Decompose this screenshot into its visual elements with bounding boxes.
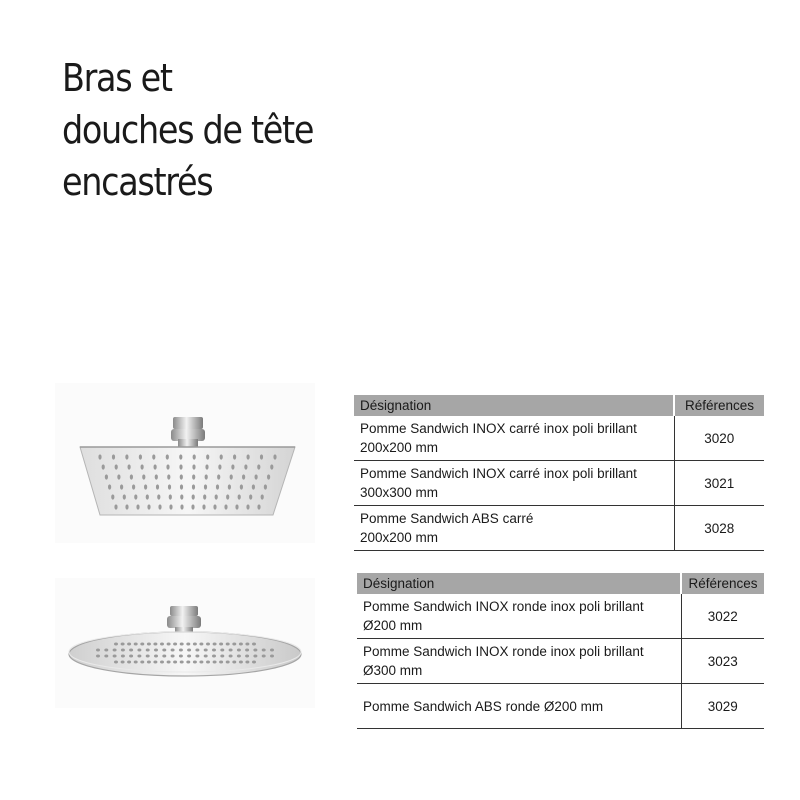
nozzle-dot (231, 464, 234, 469)
nozzle-dot (180, 661, 184, 664)
nozzle-dot (128, 464, 131, 469)
nozzle-dot (255, 474, 258, 479)
nozzle-dot (104, 649, 108, 652)
table-row (354, 461, 764, 506)
nozzle-dot (237, 649, 241, 652)
nozzle-dot (114, 661, 118, 664)
nozzle-dot (226, 494, 229, 499)
page-title (62, 52, 313, 208)
nozzle-dot (262, 649, 266, 652)
nozzle-dot (134, 494, 137, 499)
nozzle-dot (120, 484, 123, 489)
nozzle-dot (137, 649, 141, 652)
nozzle-dot (157, 494, 160, 499)
table-row (354, 506, 764, 551)
nozzle-dot (166, 454, 169, 459)
nozzle-dot (244, 464, 247, 469)
nozzle-dot (115, 464, 118, 469)
nozzle-dot (205, 464, 208, 469)
nozzle-dot (219, 643, 223, 646)
nozzle-dot (213, 504, 216, 509)
nozzle-dot (218, 464, 221, 469)
nozzle-dot (141, 464, 144, 469)
nozzle-dot (212, 655, 216, 658)
nozzle-dot (240, 484, 243, 489)
nozzle-dot (252, 661, 256, 664)
nozzle-dot (113, 649, 117, 652)
nozzle-dot (180, 504, 183, 509)
nozzle-dot (187, 655, 191, 658)
nozzle-dot (186, 643, 190, 646)
reference-cell: 3023 (681, 639, 764, 684)
nozzle-dot (123, 494, 126, 499)
nozzle-dot (111, 494, 114, 499)
nozzle-dot (127, 661, 131, 664)
designation-cell (354, 416, 674, 461)
nozzle-dot (252, 484, 255, 489)
nozzle-dot (142, 474, 145, 479)
designation-line: Pomme Sandwich INOX ronde inox poli brillant (363, 599, 644, 614)
square-shower-head-image (55, 383, 315, 543)
nozzle-dot (140, 643, 144, 646)
round-heads-table (357, 573, 764, 729)
nozzle-dot (249, 494, 252, 499)
nozzle-dot (247, 454, 250, 459)
nozzle-dot (239, 643, 243, 646)
nozzle-dot (257, 504, 260, 509)
nozzle-dot (192, 484, 195, 489)
nozzle-dot (167, 661, 171, 664)
nozzle-dot (220, 655, 224, 658)
nozzle-dot (212, 649, 216, 652)
nozzle-dot (213, 643, 217, 646)
nozzle-dot (121, 643, 125, 646)
nozzle-dot (204, 649, 208, 652)
nozzle-dot (171, 649, 175, 652)
nozzle-dot (267, 474, 270, 479)
designation-cell (354, 506, 674, 551)
nozzle-dot (245, 655, 249, 658)
references-header: Références (681, 573, 764, 594)
nozzle-dot (129, 655, 133, 658)
nozzle-dot (113, 655, 117, 658)
nozzle-dot (273, 454, 276, 459)
nozzle-dot (246, 504, 249, 509)
nozzle-dot (136, 504, 139, 509)
references-header: Références (674, 395, 764, 416)
designation-line: Pomme Sandwich ABS ronde Ø200 mm (363, 698, 604, 714)
nozzle-dot (147, 643, 151, 646)
nozzle-dot (205, 474, 208, 479)
nozzle-dot (153, 643, 157, 646)
nozzle-dot (147, 504, 150, 509)
designation-cell (357, 684, 681, 729)
nozzle-dot (180, 484, 183, 489)
nozzle-dot (206, 661, 210, 664)
reference-cell: 3029 (681, 684, 764, 729)
nozzle-dot (114, 643, 118, 646)
nozzle-dot (238, 494, 241, 499)
designation-line: Pomme Sandwich INOX carré inox poli brillant (360, 421, 637, 436)
nozzle-dot (171, 655, 175, 658)
title-line-2: douches de tête (62, 108, 314, 152)
nozzle-dot (117, 474, 120, 479)
nozzle-dot (180, 643, 184, 646)
designation-cell (357, 639, 681, 684)
nozzle-dot (245, 643, 249, 646)
nozzle-dot (179, 464, 182, 469)
nozzle-dot (224, 504, 227, 509)
round-shower-head-icon (55, 578, 315, 708)
round-shower-head-image (55, 578, 315, 708)
nozzle-dot (108, 484, 111, 489)
nozzle-dot (253, 649, 257, 652)
nozzle-dot (134, 661, 138, 664)
nozzle-dot (146, 649, 150, 652)
nozzle-dot (125, 454, 128, 459)
nozzle-dot (160, 661, 164, 664)
designation-line: Pomme Sandwich INOX carré inox poli brillant (360, 466, 637, 481)
nozzle-dot (270, 655, 274, 658)
nozzle-dot (146, 655, 150, 658)
nozzle-dot (193, 661, 197, 664)
nozzle-dot (192, 494, 195, 499)
nozzle-dot (167, 643, 171, 646)
nozzle-dot (132, 484, 135, 489)
nozzle-dot (187, 649, 191, 652)
nozzle-dot (129, 649, 133, 652)
nozzle-dot (237, 655, 241, 658)
designation-line: Pomme Sandwich ABS carré (360, 511, 534, 526)
nozzle-dot (147, 661, 151, 664)
nozzle-dot (245, 649, 249, 652)
nozzle-dot (217, 474, 220, 479)
nozzle-dot (162, 649, 166, 652)
nozzle-dot (215, 494, 218, 499)
title-line-1: Bras et (62, 56, 172, 100)
table-row (357, 639, 764, 684)
nozzle-dot (199, 643, 203, 646)
nozzle-dot (226, 661, 230, 664)
nozzle-dot (156, 484, 159, 489)
designation-header: Désignation (354, 395, 674, 416)
nozzle-dot (152, 454, 155, 459)
nozzle-dot (270, 649, 274, 652)
nozzle-dot (219, 661, 223, 664)
nozzle-dot (230, 474, 233, 479)
nozzle-dot (262, 655, 266, 658)
nozzle-dot (127, 643, 131, 646)
nozzle-dot (114, 504, 117, 509)
nozzle-dot (245, 661, 249, 664)
designation-size: Ø300 mm (363, 663, 423, 678)
nozzle-dot (253, 655, 257, 658)
nozzle-dot (121, 655, 125, 658)
nozzle-dot (179, 655, 183, 658)
nozzle-dot (105, 474, 108, 479)
nozzle-dot (96, 655, 100, 658)
nozzle-dot (252, 643, 256, 646)
designation-size: Ø200 mm (363, 618, 423, 633)
nozzle-dot (260, 454, 263, 459)
nozzle-dot (173, 661, 177, 664)
nozzle-dot (264, 484, 267, 489)
nozzle-dot (199, 661, 203, 664)
nozzle-dot (242, 474, 245, 479)
table-header-row (354, 395, 764, 416)
nozzle-dot (168, 484, 171, 489)
nozzle-dot (213, 661, 217, 664)
nozzle-dot (179, 649, 183, 652)
nozzle-dot (261, 494, 264, 499)
designation-line: Pomme Sandwich INOX ronde inox poli brillant (363, 644, 644, 659)
nozzle-dot (155, 474, 158, 479)
nozzle-dot (112, 454, 115, 459)
nozzle-dot (180, 494, 183, 499)
nozzle-dot (179, 454, 182, 459)
nozzle-dot (220, 454, 223, 459)
nozzle-dot (239, 661, 243, 664)
table-header-row (357, 573, 764, 594)
nozzle-dot (235, 504, 238, 509)
nozzle-dot (202, 504, 205, 509)
nozzle-dot (216, 484, 219, 489)
nozzle-dot (102, 464, 105, 469)
designation-header: Désignation (357, 573, 681, 594)
nozzle-dot (154, 649, 158, 652)
nozzle-dot (139, 454, 142, 459)
nozzle-dot (121, 649, 125, 652)
nozzle-dot (134, 643, 138, 646)
reference-cell: 3022 (681, 594, 764, 639)
nozzle-dot (162, 655, 166, 658)
nozzle-dot (125, 504, 128, 509)
nozzle-dot (193, 643, 197, 646)
nozzle-dot (257, 464, 260, 469)
designation-cell (357, 594, 681, 639)
nozzle-dot (186, 661, 190, 664)
designation-size: 300x300 mm (360, 485, 439, 500)
nozzle-dot (169, 494, 172, 499)
nozzle-dot (270, 464, 273, 469)
nozzle-dot (158, 504, 161, 509)
nozzle-dot (193, 454, 196, 459)
nozzle-dot (130, 474, 133, 479)
nozzle-dot (195, 649, 199, 652)
square-heads-table (354, 395, 764, 551)
designation-size: 200x200 mm (360, 530, 439, 545)
nozzle-dot (154, 464, 157, 469)
nozzle-dot (98, 454, 101, 459)
nozzle-dot (203, 494, 206, 499)
nozzle-dot (204, 484, 207, 489)
nozzle-dot (220, 649, 224, 652)
table-row (354, 416, 764, 461)
nozzle-dot (154, 655, 158, 658)
square-shower-head-icon (55, 383, 315, 543)
title-line-3: encastrés (62, 160, 213, 204)
nozzle-dot (140, 661, 144, 664)
nozzle-dot (233, 454, 236, 459)
table-row (357, 684, 764, 729)
nozzle-dot (137, 655, 141, 658)
nozzle-dot (229, 649, 233, 652)
designation-cell (354, 461, 674, 506)
nozzle-dot (226, 643, 230, 646)
nozzle-dot (121, 661, 125, 664)
nozzle-dot (180, 474, 183, 479)
nozzle-dot (169, 504, 172, 509)
nozzle-dot (232, 643, 236, 646)
nozzle-dot (232, 661, 236, 664)
nozzle-dot (192, 464, 195, 469)
nozzle-dot (228, 484, 231, 489)
nozzle-dot (153, 661, 157, 664)
nozzle-dot (206, 643, 210, 646)
nozzle-dot (229, 655, 233, 658)
reference-cell: 3028 (674, 506, 764, 551)
nozzle-dot (173, 643, 177, 646)
nozzle-dot (96, 649, 100, 652)
nozzle-dot (192, 474, 195, 479)
nozzle-dot (160, 643, 164, 646)
nozzle-dot (166, 464, 169, 469)
table-row (357, 594, 764, 639)
nozzle-dot (195, 655, 199, 658)
nozzle-dot (144, 484, 147, 489)
nozzle-dot (206, 454, 209, 459)
nozzle-dot (167, 474, 170, 479)
nozzle-dot (146, 494, 149, 499)
nozzle-dot (104, 655, 108, 658)
nozzle-dot (204, 655, 208, 658)
designation-size: 200x200 mm (360, 440, 439, 455)
nozzle-dot (191, 504, 194, 509)
reference-cell: 3021 (674, 461, 764, 506)
reference-cell: 3020 (674, 416, 764, 461)
